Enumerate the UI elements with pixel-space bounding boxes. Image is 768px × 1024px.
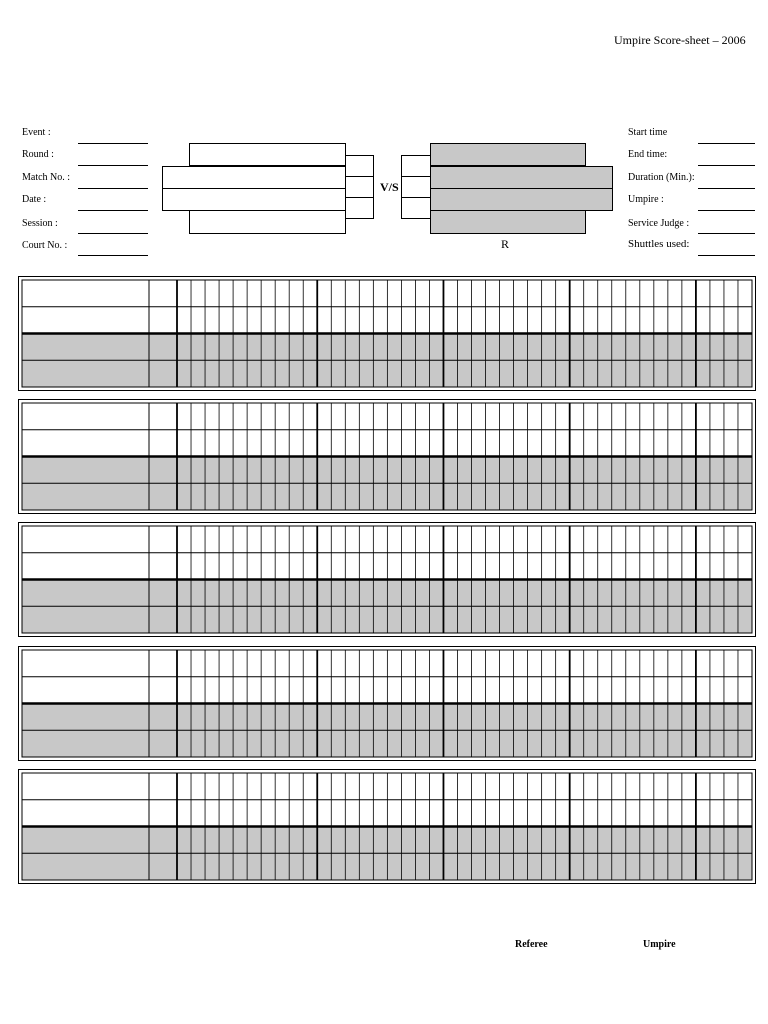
right-player-box-2[interactable]: [430, 166, 613, 189]
score-grid: [19, 277, 755, 390]
left-small-box-2[interactable]: [345, 176, 374, 198]
session-label: Session :: [22, 218, 58, 229]
left-small-box-1[interactable]: [345, 155, 374, 177]
versus-label: V/S: [380, 180, 399, 194]
left-player-box-2[interactable]: [162, 166, 346, 189]
start-time-field[interactable]: [698, 143, 755, 144]
sheet-title: Umpire Score-sheet – 2006: [614, 33, 746, 47]
game-block-5[interactable]: [18, 769, 756, 884]
date-field[interactable]: [78, 210, 148, 211]
umpire-field[interactable]: [698, 210, 755, 211]
shuttles-used-field[interactable]: [698, 255, 755, 256]
match-no-label: Match No. :: [22, 172, 71, 183]
game-block-4[interactable]: [18, 646, 756, 761]
service-judge-label: Service Judge :: [628, 218, 690, 229]
right-player-box-4[interactable]: [430, 210, 586, 234]
right-small-box-2[interactable]: [401, 176, 431, 198]
left-player-box-1[interactable]: [189, 143, 346, 166]
duration-field[interactable]: [698, 188, 755, 189]
score-grid: [19, 647, 755, 760]
service-judge-field[interactable]: [698, 233, 755, 234]
start-time-label: Start time: [628, 127, 668, 138]
r-label: R: [501, 237, 510, 251]
court-no-label: Court No. :: [22, 240, 68, 251]
date-label: Date :: [22, 194, 47, 205]
right-player-box-1[interactable]: [430, 143, 586, 166]
event-field[interactable]: [78, 143, 148, 144]
match-no-field[interactable]: [78, 188, 148, 189]
duration-label: Duration (Min.):: [628, 172, 695, 183]
end-time-field[interactable]: [698, 165, 755, 166]
left-small-box-3[interactable]: [345, 197, 374, 219]
referee-signature-label: Referee: [515, 939, 548, 950]
session-field[interactable]: [78, 233, 148, 234]
game-block-1[interactable]: [18, 276, 756, 391]
umpire-signature-label: Umpire: [643, 939, 676, 950]
score-grid: [19, 400, 755, 513]
right-small-box-3[interactable]: [401, 197, 431, 219]
game-block-3[interactable]: [18, 522, 756, 637]
court-no-field[interactable]: [78, 255, 148, 256]
round-field[interactable]: [78, 165, 148, 166]
right-player-box-3[interactable]: [430, 188, 613, 211]
event-label: Event :: [22, 127, 51, 138]
game-block-2[interactable]: [18, 399, 756, 514]
round-label: Round :: [22, 149, 54, 160]
left-player-box-3[interactable]: [162, 188, 346, 211]
shuttles-used-label: Shuttles used:: [628, 238, 690, 250]
end-time-label: End time:: [628, 149, 668, 160]
score-grid: [19, 523, 755, 636]
umpire-label: Umpire :: [628, 194, 664, 205]
right-small-box-1[interactable]: [401, 155, 431, 177]
score-grid: [19, 770, 755, 883]
left-player-box-4[interactable]: [189, 210, 346, 234]
